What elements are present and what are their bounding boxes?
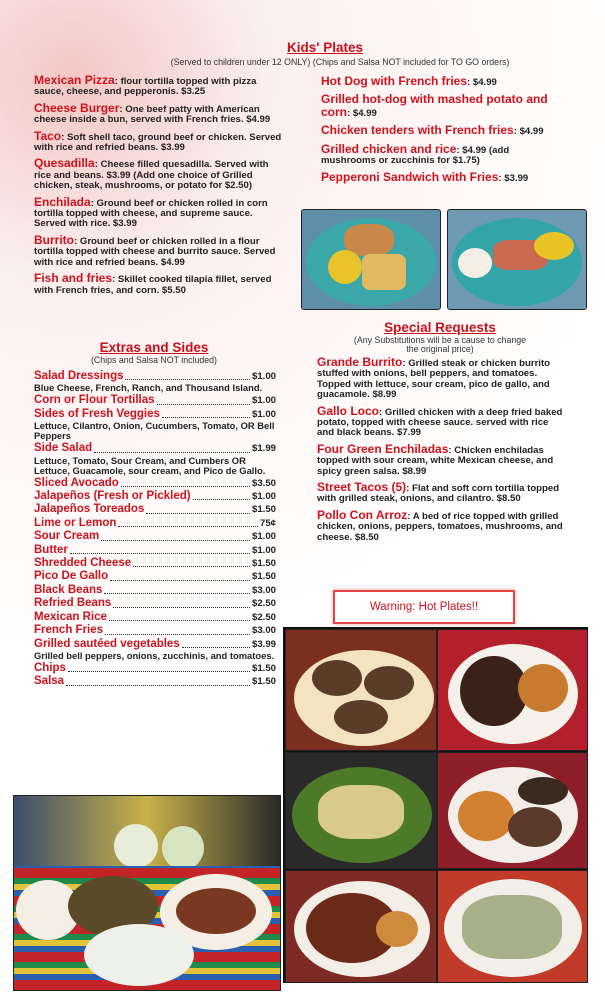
- kids-menu-item: [34, 128, 282, 154]
- dot-leader: [121, 486, 250, 487]
- kids-plates-title: Kids' Plates: [287, 40, 363, 55]
- extras-item-price: $1.00: [251, 531, 276, 543]
- special-item-name: Street Tacos (5): [317, 480, 407, 495]
- extras-item-name: Pico De Gallo: [34, 570, 109, 583]
- extras-item-name: Jalapeños (Fresh or Pickled): [34, 490, 191, 503]
- kids-right-column: [321, 76, 561, 191]
- extras-item-description: Blue Cheese, French, Ranch, and Thousand Island.: [34, 382, 263, 394]
- extras-row: [34, 584, 276, 597]
- extras-item-price: $1.00: [251, 395, 276, 407]
- kids-left-list: [34, 75, 282, 296]
- extras-item-name: Refried Beans: [34, 597, 112, 610]
- steak-rice-photo: [437, 752, 588, 869]
- kids-item-name: Taco: [34, 128, 62, 143]
- extras-row: [34, 597, 276, 610]
- special-subtitle-2: the original price): [406, 344, 474, 354]
- kids-item-name: Grilled chicken and rice: [321, 141, 457, 156]
- kids-item-description: : Skillet cooked tilapia fillet, served with French fries, and corn. $5.50: [34, 274, 272, 296]
- extras-item-name: Shredded Cheese: [34, 557, 132, 570]
- extras-row: [34, 442, 276, 455]
- kids-item-description: : Ground beef or chicken rolled in corn tortilla topped with cheese, and supreme sauce. Served with rice. $3.99: [34, 197, 268, 230]
- extras-row: [34, 557, 276, 570]
- extras-item-name: Side Salad: [34, 442, 93, 455]
- extras-subtitle: (Chips and Salsa NOT included): [91, 355, 217, 365]
- special-item-name: Gallo Loco: [317, 403, 380, 418]
- dot-leader: [157, 404, 250, 405]
- extras-item-price: $1.50: [251, 676, 276, 688]
- extras-item-price: 75¢: [259, 517, 276, 529]
- extras-item-price: $1.50: [251, 558, 276, 570]
- kids-item-description: : One beef patty with American cheese inside a bun, served with French fries. $4.99: [34, 103, 271, 126]
- special-item-description: : Grilled chicken with a deep fried baked potato, topped with cheese sauce. served with rice and black beans. $7.99: [317, 406, 563, 439]
- extras-row: [34, 638, 276, 651]
- extras-item-price: $3.00: [251, 625, 276, 637]
- warning-text: Warning: Hot Plates!!: [369, 601, 479, 613]
- special-item-name: Pollo Con Arroz: [317, 507, 408, 522]
- special-menu-item: [317, 441, 565, 477]
- pollo-con-arroz-photo: [437, 870, 588, 983]
- extras-item-name: Butter: [34, 543, 68, 556]
- dot-leader: [101, 540, 250, 541]
- kids-item-name: Enchilada: [34, 194, 91, 209]
- special-menu-item: [317, 357, 565, 401]
- extras-row: [34, 503, 276, 516]
- extras-row: [34, 517, 276, 530]
- dot-leader: [113, 607, 250, 608]
- special-menu-item: [317, 507, 565, 543]
- extras-item-price: $1.00: [251, 491, 276, 503]
- extras-row: [34, 530, 276, 543]
- kids-item-description: : $4.99 (add mushrooms or zucchinis for $1.75): [321, 144, 510, 167]
- extras-row: [34, 394, 276, 407]
- kids-fish-plate-photo: [301, 209, 441, 310]
- special-item-name: Four Green Enchiladas: [317, 441, 449, 456]
- special-list: [317, 357, 565, 548]
- dot-leader: [125, 379, 250, 380]
- special-subtitle-1: (Any Substitutions will be a cause to change: [353, 335, 527, 345]
- extras-item-price: $1.00: [251, 544, 276, 556]
- extras-item-price: $2.50: [251, 611, 276, 623]
- fajita-veggies-photo: [285, 752, 437, 869]
- dot-leader: [66, 685, 250, 686]
- kids-right-list: [321, 76, 561, 185]
- special-item-description: : Chicken enchiladas topped with sour cream, white Mexican cheese, and spicy green salsa. $8.99: [317, 444, 554, 477]
- extras-item-price: $3.99: [251, 638, 276, 650]
- special-item-name: Grande Burrito: [317, 355, 403, 369]
- kids-menu-item: [321, 125, 561, 137]
- extras-item-price: $1.99: [251, 443, 276, 455]
- special-menu-item: [317, 482, 565, 505]
- extras-item-description: Lettuce, Tomato, Sour Cream, and Cumbers OR Lettuce, Guacamole, sour cream, and Pico de Gallo.: [34, 454, 266, 476]
- kids-item-name: Grilled hot-dog with mashed potato and corn: [321, 92, 548, 119]
- extras-list: [34, 370, 276, 689]
- kids-item-description: : Ground beef or chicken rolled in a flour tortilla topped with cheese and burrito sauce. Served with rice and refried beans. $4.99: [34, 235, 276, 268]
- enchilada-rice-photo: [437, 629, 588, 751]
- extras-item-name: Salad Dressings: [34, 370, 124, 382]
- kids-hotdog-plate-photo: [447, 209, 587, 310]
- kids-item-name: Pepperoni Sandwich with Fries: [321, 170, 499, 185]
- extras-row: [34, 675, 276, 688]
- kids-menu-item: [34, 100, 282, 126]
- kids-menu-item: [34, 194, 282, 230]
- extras-item-name: Corn or Flour Tortillas: [34, 394, 155, 407]
- kids-item-description: : $4.99: [347, 107, 377, 119]
- extras-row: [34, 544, 276, 557]
- kids-item-name: Quesadilla: [34, 156, 95, 171]
- kids-item-description: : Soft shell taco, ground beef or chicken. Served with rice and refried beans. $3.99: [34, 131, 282, 154]
- extras-item-price: $1.50: [251, 662, 276, 674]
- extras-item-name: Sides of Fresh Veggies: [34, 407, 160, 420]
- dot-leader: [118, 526, 258, 527]
- kids-item-name: Chicken tenders with French fries: [321, 123, 514, 138]
- dot-leader: [104, 593, 250, 594]
- extras-item-price: $1.00: [251, 371, 276, 382]
- extras-item-price: $3.50: [251, 477, 276, 489]
- kids-menu-item: [34, 75, 282, 98]
- kids-item-name: Hot Dog with French fries: [321, 74, 468, 88]
- kids-plates-subtitle: (Served to children under 12 ONLY) (Chips and Salsa NOT included for TO GO orders): [170, 57, 510, 67]
- extras-item-name: Chips: [34, 661, 66, 674]
- extras-item-price: $1.00: [251, 408, 276, 420]
- kids-item-description: : Cheese filled quesadilla. Served with rice and beans. $3.99 (Add one choice of Grilled chicken, steak, mushrooms, or potato for $2.50): [34, 159, 269, 192]
- dot-leader: [133, 566, 250, 567]
- kids-menu-item: [321, 172, 561, 184]
- dot-leader: [94, 452, 250, 453]
- extras-item-price: $3.00: [251, 584, 276, 596]
- extras-item-name: Mexican Rice: [34, 610, 107, 623]
- special-item-description: : Grilled steak or chicken burrito stuffed with onions, bell peppers, and tomatoes. Topped with lettuce, sour cream, pico de gallo, and guacamole. $8.99: [317, 358, 551, 401]
- dot-leader: [110, 580, 250, 581]
- extras-row: [34, 408, 276, 421]
- special-item-description: : A bed of rice topped with grilled chicken, onions, peppers, tomatoes, mushrooms, and cheese. $8.50: [317, 510, 563, 543]
- extras-row: [34, 370, 276, 383]
- kids-item-name: Cheese Burger: [34, 100, 120, 115]
- special-item-description: : Flat and soft corn tortilla topped with grilled steak, onions, and cilantro. $8.50: [317, 483, 560, 505]
- special-menu-item: [317, 403, 565, 439]
- extras-item-name: French Fries: [34, 624, 104, 637]
- dot-leader: [70, 553, 250, 554]
- kids-item-name: Burrito: [34, 232, 74, 247]
- kids-menu-item: [34, 232, 282, 268]
- street-tacos-photo: [285, 629, 437, 751]
- drinks-and-plates-photo: [13, 795, 281, 991]
- kids-item-name: Fish and fries: [34, 271, 113, 286]
- extras-item-name: Jalapeños Toreados: [34, 503, 145, 516]
- extras-row: [34, 490, 276, 503]
- kids-menu-item: [34, 158, 282, 191]
- extras-item-price: $2.50: [251, 598, 276, 610]
- extras-item-name: Salsa: [34, 675, 65, 688]
- dot-leader: [109, 620, 250, 621]
- dot-leader: [193, 499, 250, 500]
- dot-leader: [162, 417, 250, 418]
- dot-leader: [105, 634, 250, 635]
- extras-item-price: $1.50: [251, 504, 276, 516]
- extras-item-name: Sliced Avocado: [34, 476, 119, 489]
- extras-row: [34, 570, 276, 583]
- mole-chicken-photo: [285, 870, 437, 983]
- extras-title: Extras and Sides: [99, 340, 209, 355]
- dot-leader: [146, 513, 250, 514]
- extras-row: [34, 477, 276, 490]
- warning-box: [333, 590, 515, 624]
- extras-row: [34, 624, 276, 637]
- kids-menu-item: [321, 76, 561, 88]
- kids-item-description: : $3.99: [498, 173, 529, 185]
- food-photo-collage: [283, 627, 588, 983]
- extras-row: [34, 611, 276, 624]
- extras-row: [34, 662, 276, 675]
- kids-menu-item: [34, 273, 282, 296]
- extras-item-name: Grilled sautéed vegetables: [34, 637, 180, 650]
- dot-leader: [68, 671, 250, 672]
- kids-item-description: : $4.99: [467, 77, 497, 88]
- dot-leader: [182, 647, 250, 648]
- extras-item-name: Lime or Lemon: [34, 516, 117, 529]
- kids-menu-item: [321, 141, 561, 167]
- extras-item-description: Grilled bell peppers, onions, zucchinis, and tomatoes.: [34, 649, 275, 661]
- extras-item-description: Lettuce, Cilantro, Onion, Cucumbers, Tomato, OR Bell Peppers: [34, 420, 275, 442]
- kids-item-name: Mexican Pizza: [34, 73, 115, 87]
- kids-item-description: : $4.99: [513, 126, 544, 138]
- kids-item-description: : flour tortilla topped with pizza sauce, cheese, and pepperonis. $3.25: [34, 76, 257, 98]
- extras-item-price: $1.50: [251, 571, 276, 583]
- special-title: Special Requests: [384, 320, 496, 335]
- extras-item-name: Sour Cream: [34, 530, 100, 543]
- kids-menu-item: [321, 94, 561, 119]
- extras-item-name: Black Beans: [34, 583, 103, 596]
- kids-left-column: [34, 75, 282, 301]
